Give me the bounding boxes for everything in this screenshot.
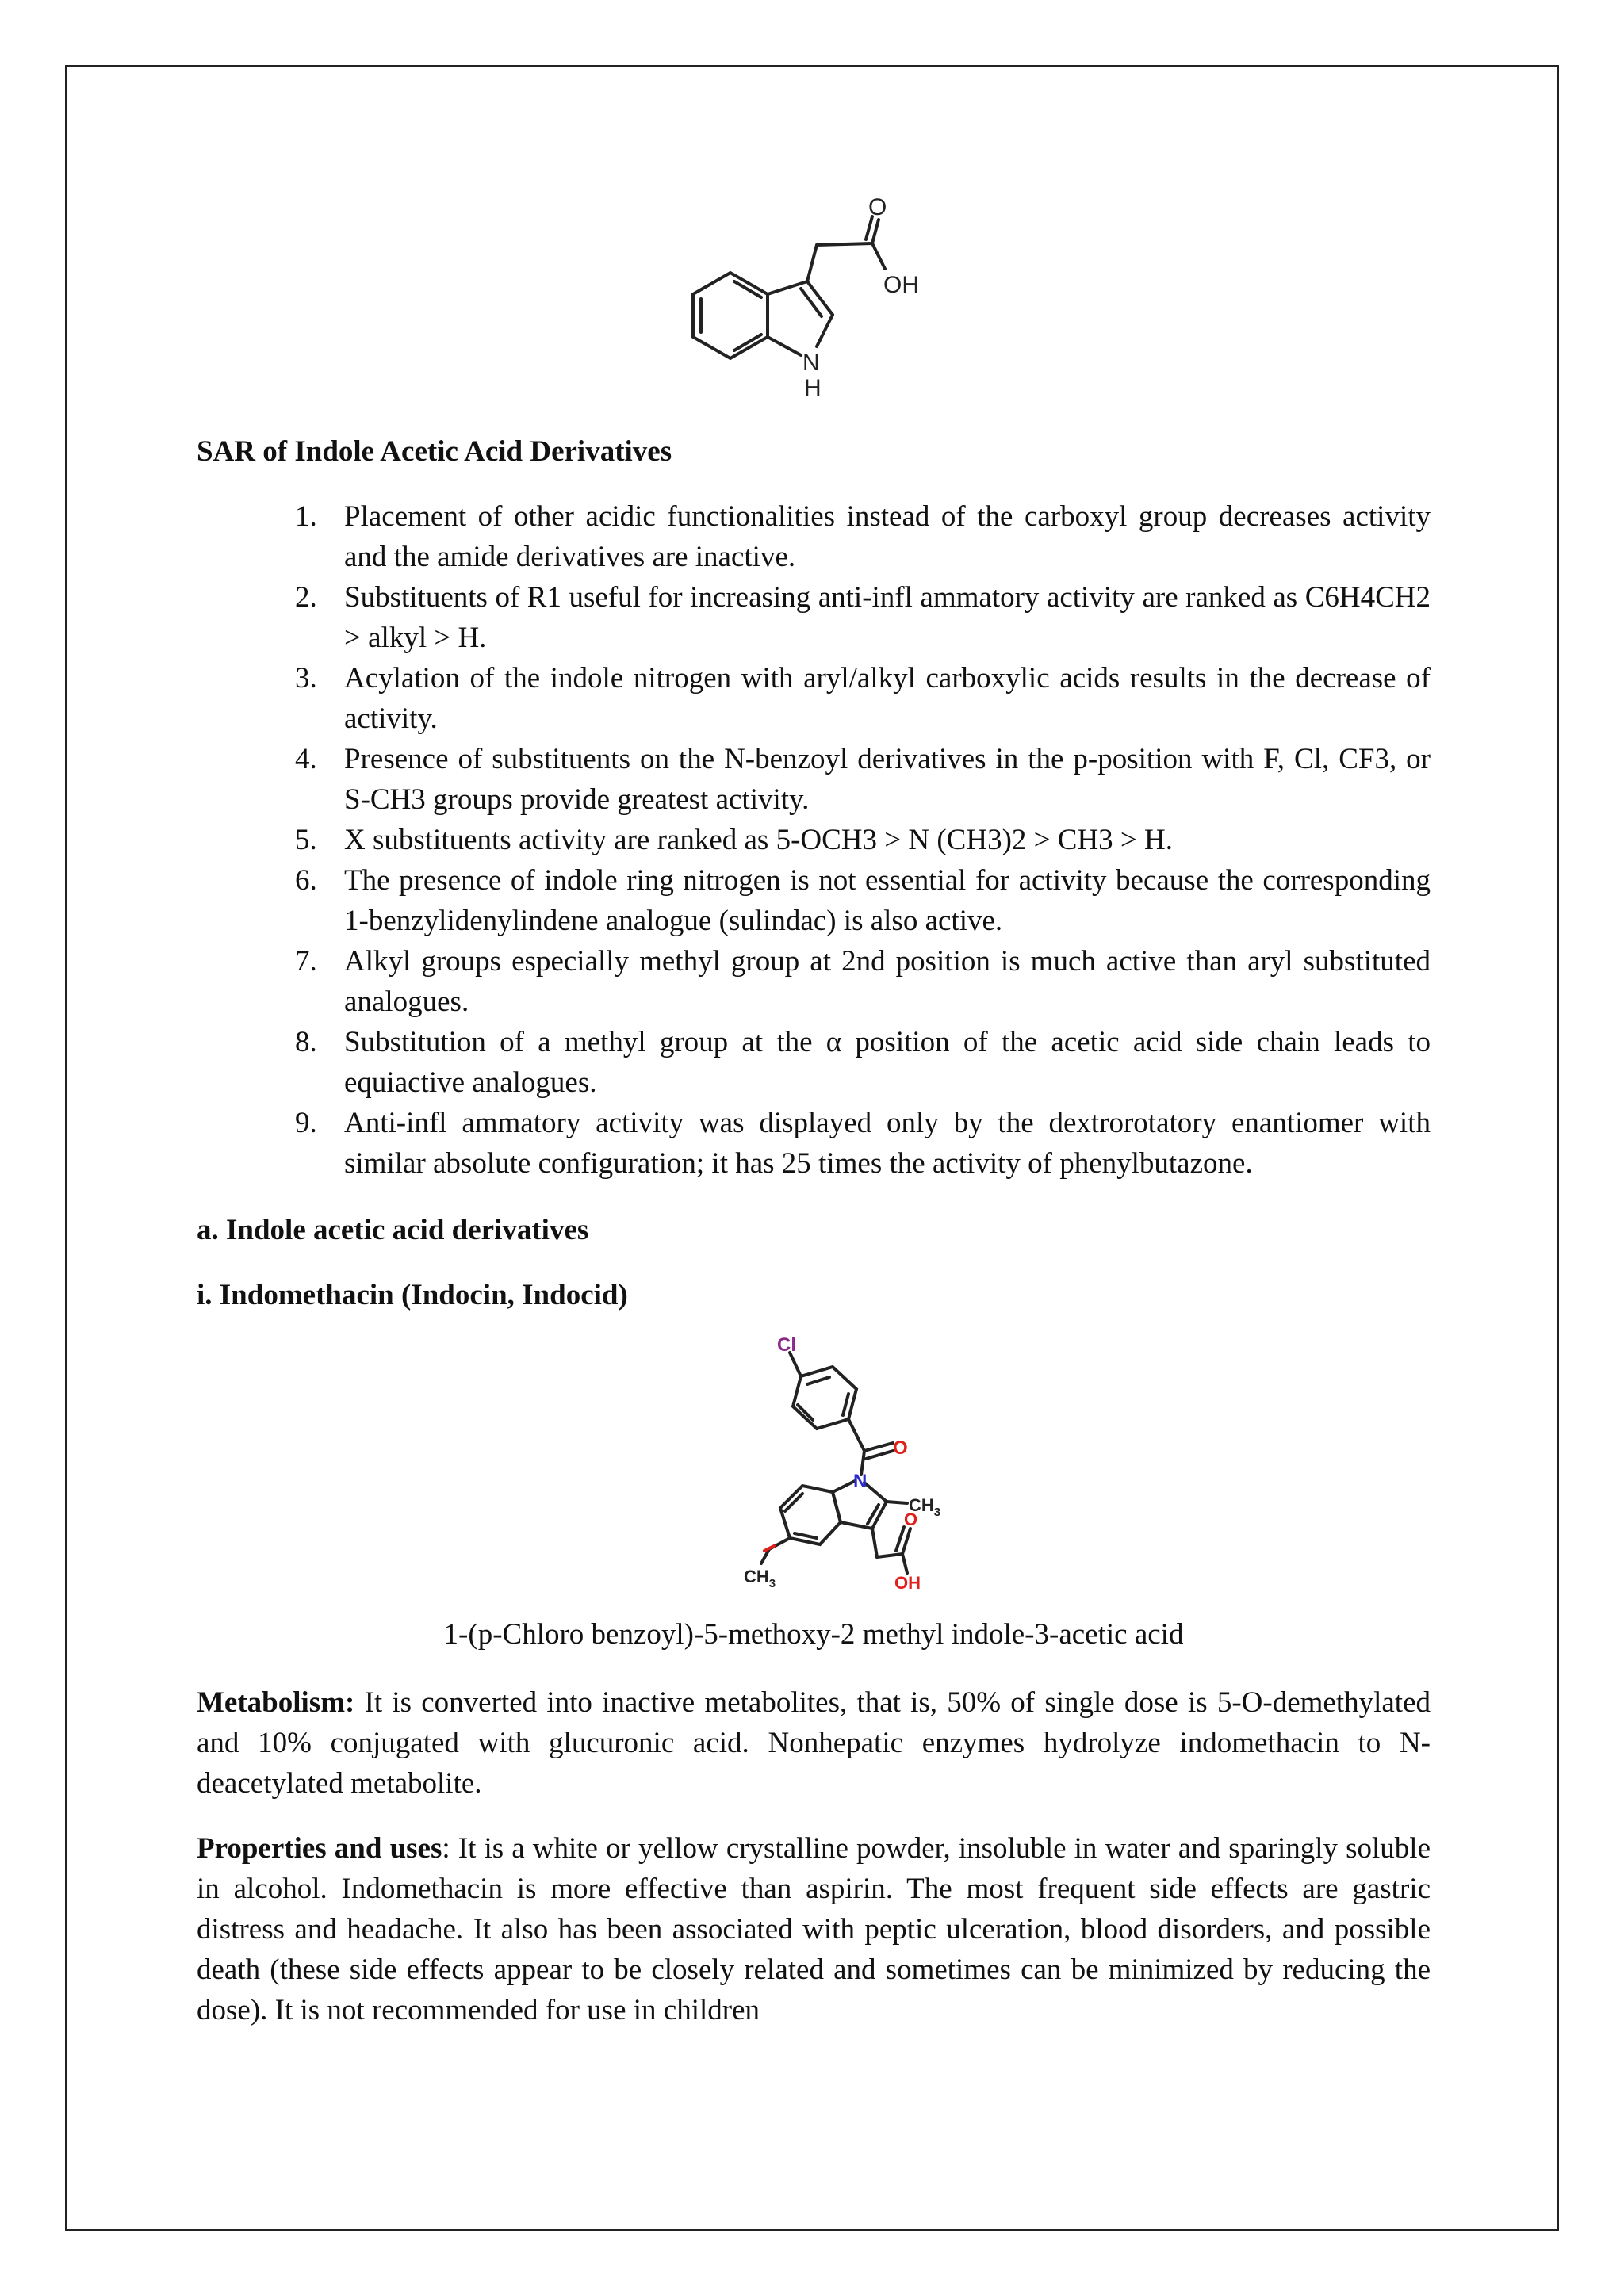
chloro-label: Cl (777, 1334, 796, 1356)
sar-item-text: Anti-infl ammatory activity was displayed only by the dextrorotatory enantiomer with similar absolute configuration; it has 25 times the activity of phenylbutazone. (344, 1107, 1431, 1180)
nh-nitrogen-label: N (802, 350, 820, 376)
sar-item (197, 1103, 1431, 1184)
metabolism-text: It is converted into inactive metabolites, that is, 50% of single dose is 5-O-demethylated and 10% conjugated with glucuronic acid. Nonhepatic enzymes hydrolyze indomethacin to N-deacetylated metabolite. (197, 1686, 1431, 1800)
indole-acetic-acid-structure (682, 194, 936, 408)
metabolism-label: Metabolism: (197, 1686, 355, 1719)
sar-item-text: X substituents activity are ranked as 5-OCH3 > N (CH3)2 > CH3 > H. (344, 824, 1173, 856)
indomethacin-structure (714, 1324, 952, 1601)
sar-item-text: Presence of substituents on the N-benzoyl derivatives in the p-position with F, Cl, CF3, or S-CH3 groups provide greatest activity. (344, 743, 1431, 816)
sar-item-text: Substitution of a methyl group at the α position of the acetic acid side chain leads to equiactive analogues. (344, 1026, 1431, 1099)
properties-label: Properties and uses (197, 1832, 442, 1865)
sar-item-text: Acylation of the indole nitrogen with aryl/alkyl carboxylic acids results in the decrease of activity. (344, 662, 1431, 735)
properties-paragraph (197, 1828, 1431, 2030)
hydroxyl-label: OH (883, 272, 919, 298)
sar-item (197, 739, 1431, 820)
sar-item-text: Alkyl groups especially methyl group at 2nd position is much active than aryl substituted analogues. (344, 945, 1431, 1018)
sar-item-text: Substituents of R1 useful for increasing anti-infl ammatory activity are ranked as C6H4CH2 > alkyl > H. (344, 581, 1431, 654)
section-a-heading: a. Indole acetic acid derivatives (197, 1214, 589, 1246)
sar-item (197, 496, 1431, 577)
sar-item-number: 1. (295, 500, 317, 533)
sar-list (197, 496, 1431, 1184)
sar-item-number: 8. (295, 1026, 317, 1058)
acid-hydroxyl-label: OH (894, 1573, 921, 1593)
sar-item-number: 7. (295, 945, 317, 978)
sar-item-text: Placement of other acidic functionalities instead of the carboxyl group decreases activity and the amide derivatives are inactive. (344, 500, 1431, 573)
metabolism-paragraph (197, 1682, 1431, 1804)
methoxy-methyl-label: $CH_3$ (744, 1567, 776, 1590)
sar-item-number: 6. (295, 864, 317, 897)
carbonyl-oxygen-label: O (868, 194, 887, 220)
indole-nitrogen-label: N (853, 1471, 868, 1492)
sar-item (197, 941, 1431, 1022)
methyl-label: $CH_3$ (909, 1495, 941, 1519)
sar-item (197, 820, 1431, 860)
acid-oxygen-label: O (904, 1510, 918, 1529)
sar-item (197, 658, 1431, 739)
sar-item-number: 3. (295, 662, 317, 695)
sar-item (197, 860, 1431, 941)
sar-item-number: 5. (295, 824, 317, 856)
sar-item (197, 1022, 1431, 1103)
sar-heading: SAR of Indole Acetic Acid Derivatives (197, 435, 672, 468)
sar-item-number: 4. (295, 743, 317, 775)
sar-item (197, 577, 1431, 658)
nh-hydrogen-label: H (804, 375, 822, 401)
properties-text: : It is a white or yellow crystalline powder, insoluble in water and sparingly soluble in alcohol. Indomethacin is more effective than aspirin. The most frequent side effects are gastric distress and headache. It also has been associated with peptic ulceration, blood disorders, and possible death (these side effects appear to be closely related and sometimes can be minimized by reducing the dose). It is not recommended for use in children (197, 1832, 1431, 2026)
benzoyl-oxygen-label: O (893, 1437, 908, 1459)
indomethacin-caption: 1-(p-Chloro benzoyl)-5-methoxy-2 methyl indole-3-acetic acid (443, 1618, 1184, 1651)
sar-item-number: 2. (295, 581, 317, 614)
sar-item-text: The presence of indole ring nitrogen is not essential for activity because the corresponding 1-benzylidenylindene analogue (sulindac) is also active. (344, 864, 1431, 937)
sar-item-number: 9. (295, 1107, 317, 1139)
indomethacin-heading: i. Indomethacin (Indocin, Indocid) (197, 1279, 628, 1311)
